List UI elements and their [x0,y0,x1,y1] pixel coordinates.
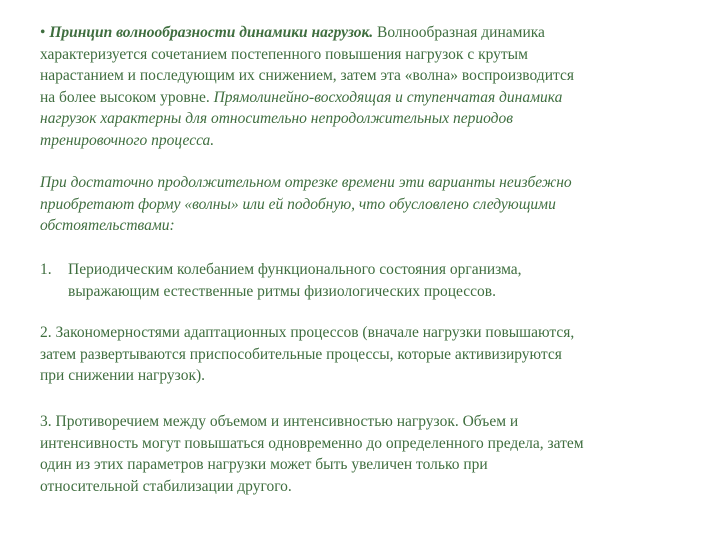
item3-line-4: относительной стабилизации другого. [40,477,292,495]
item3-line-2: интенсивность могут повышаться одновременно до определенного предела, затем [40,434,584,452]
item1-line-2: выражающим естественные ритмы физиологических процессов. [68,282,496,300]
intro-line-2: приобретают форму «волны» или ей подобную, что обусловлено следующими [40,195,556,213]
principle-line-3: нарастанием и последующим их снижением, затем эта «волна» воспроизводится [40,67,574,84]
principle-line-4-plain: на более высоком уровне. [40,88,214,106]
item1-line-1: Периодическим колебанием функционального состояния организма, [68,261,522,278]
item3-line-3: один из этих параметров нагрузки может быть увеличен только при [40,456,488,473]
principle-line-5: нагрузок характерны для относительно непродолжительных периодов [40,110,513,127]
principle-line-2: характеризуется сочетанием постепенного повышения нагрузок с крутым [40,45,528,63]
intro-line-1: При достаточно продолжительном отрезке времени эти варианты неизбежно [40,174,572,191]
item3-line-1: 3. Противоречием между объемом и интенсивностью нагрузок. Объем и [40,413,519,430]
item2-line-3: при снижении нагрузок). [40,367,206,384]
principle-line-4 [40,87,690,109]
principle-paragraph [40,22,690,151]
intro-line-3: обстоятельствами: [40,217,175,234]
principle-line-6: тренировочного процесса. [40,131,215,149]
circumstances-intro-paragraph [40,172,690,237]
principle-line-1-rest: Волнообразная динамика [373,24,545,41]
principle-line-4-italic: Прямолинейно-восходящая и ступенчатая динамика [213,88,563,106]
bullet: • [40,24,46,41]
list-item-1-body [68,259,522,302]
list-item-3 [40,411,690,497]
item2-line-2: затем развертываются приспособительные процессы, которые активизируются [40,345,562,363]
list-item-1-number: 1. [40,261,52,278]
item2-line-1: 2. Закономерностями адаптационных процессов (вначале нагрузки повышаются, [40,324,575,341]
principle-title: Принцип волнообразности динамики нагрузок. [49,24,374,41]
list-item-2 [40,322,690,387]
principle-line-1 [40,22,690,44]
